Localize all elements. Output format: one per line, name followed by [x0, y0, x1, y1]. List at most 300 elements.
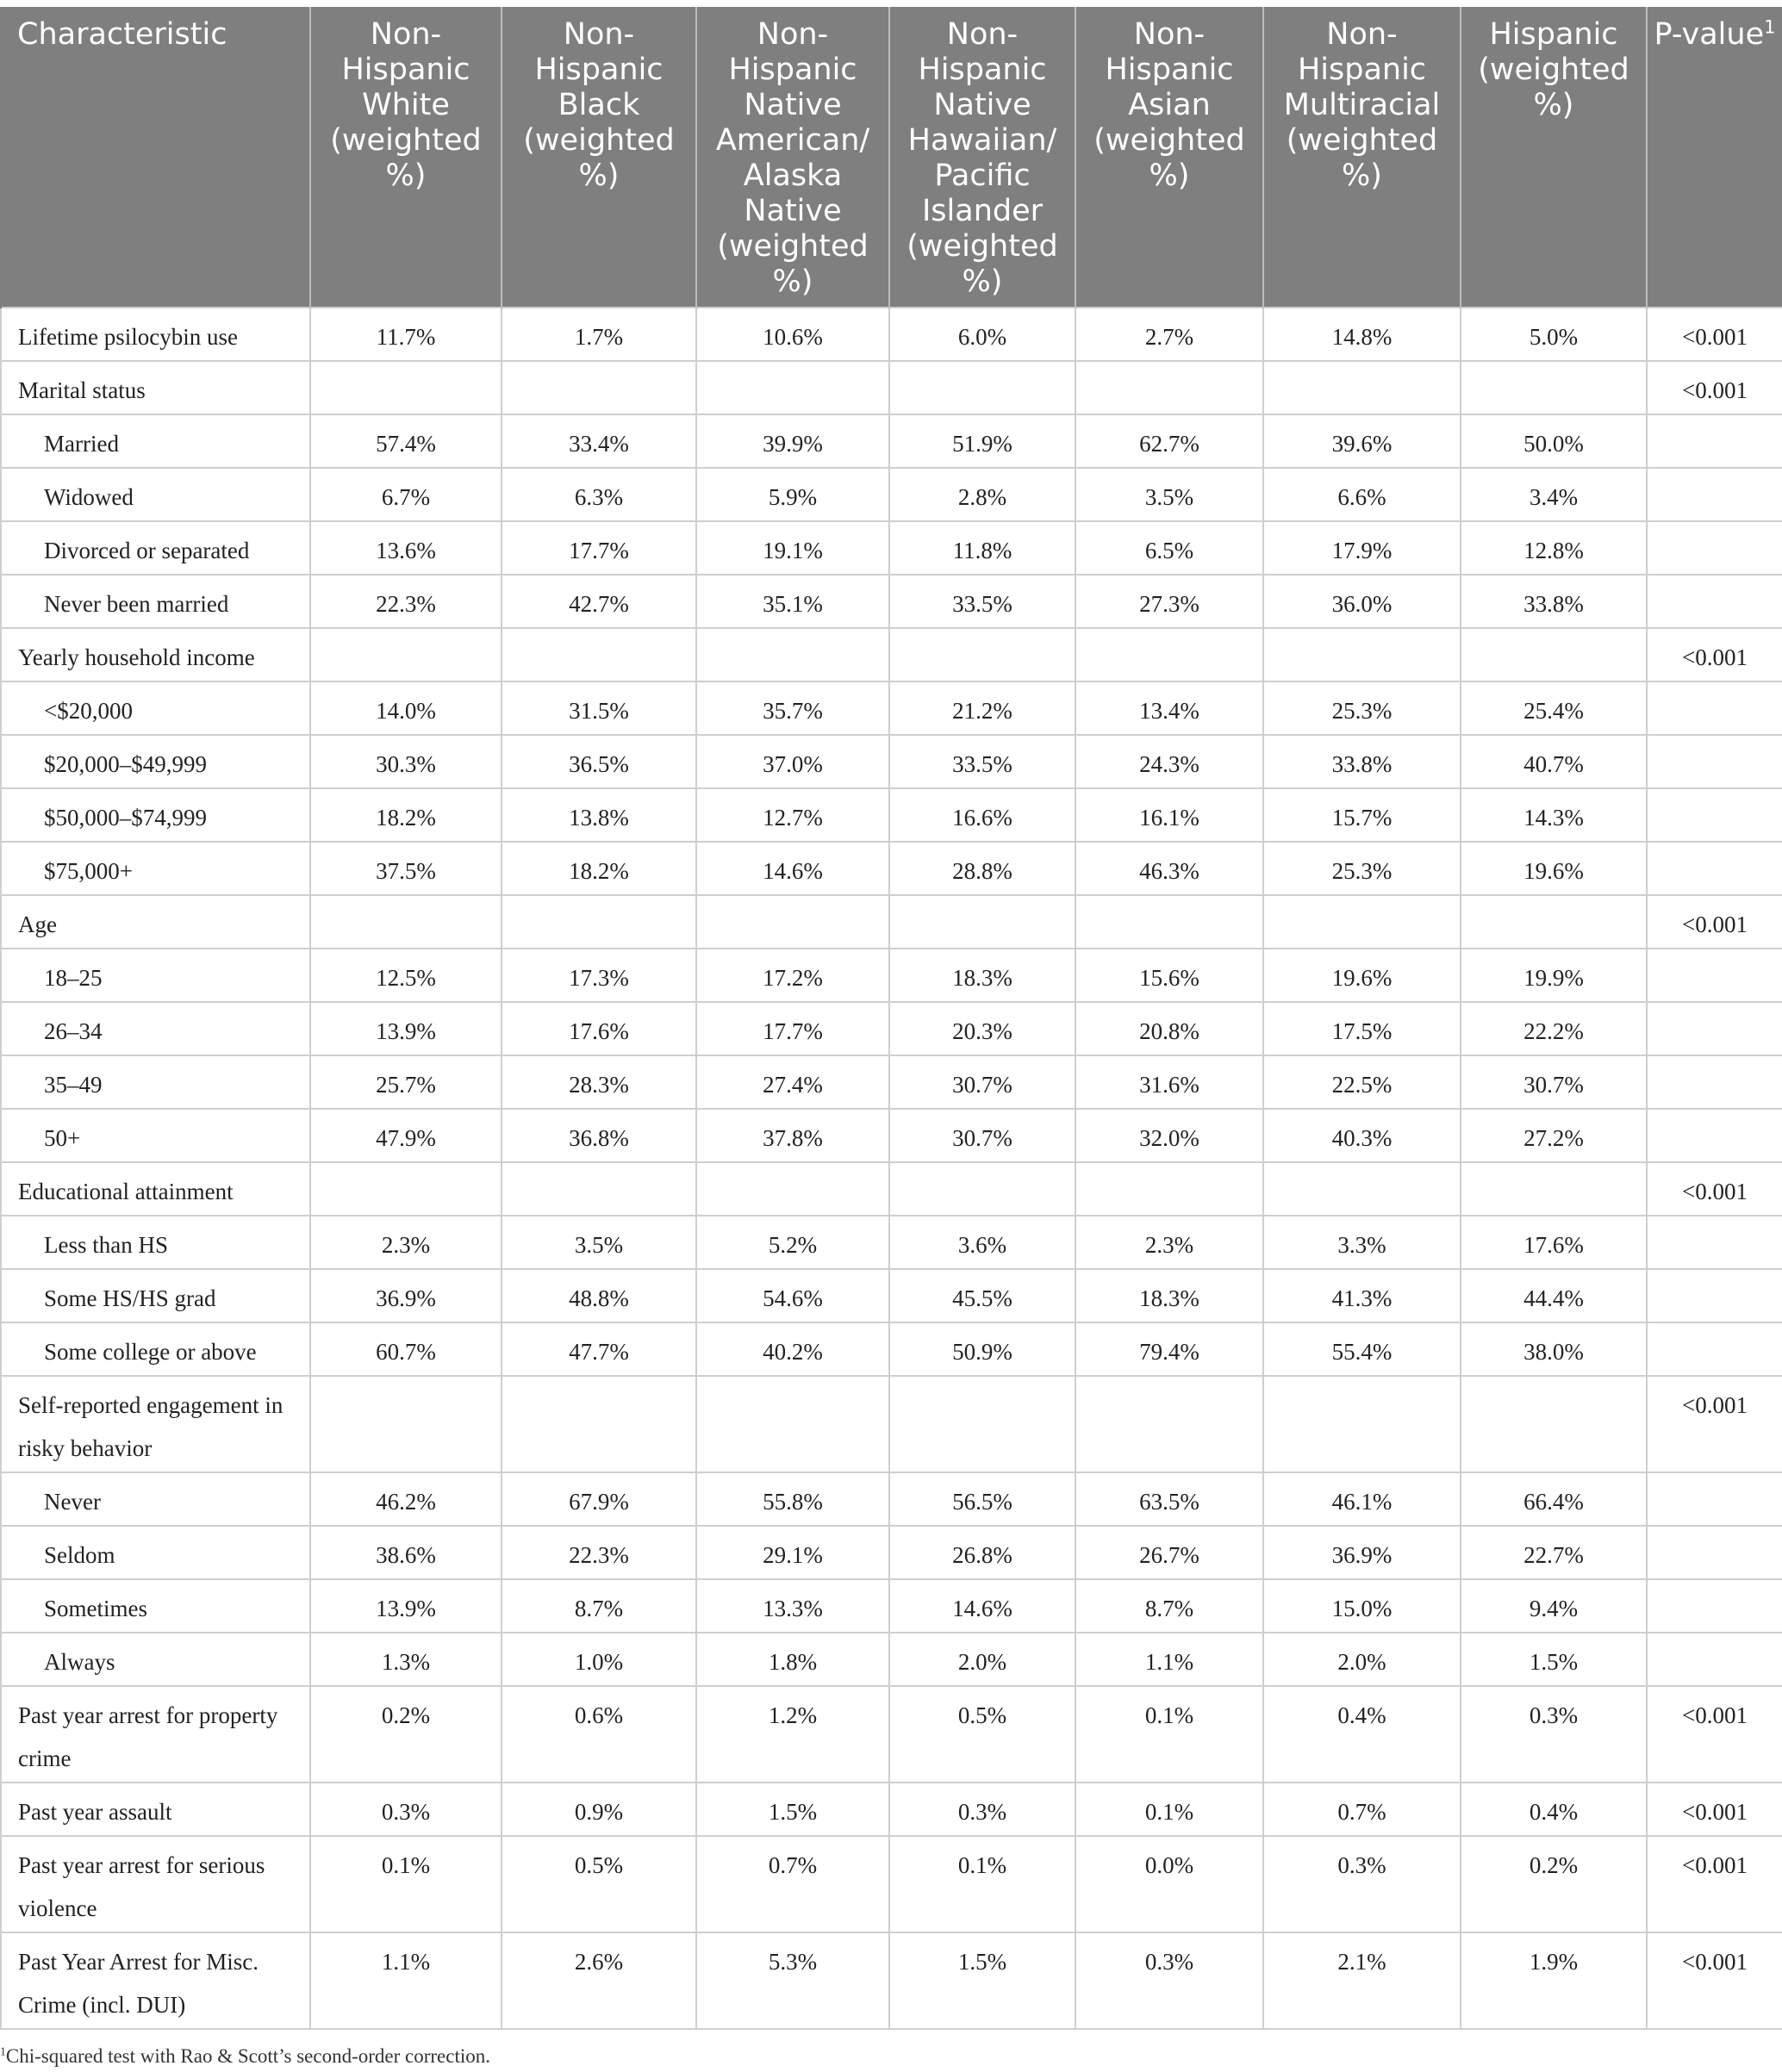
p-value-cell — [1647, 468, 1782, 521]
table-cell: 2.3% — [310, 1216, 502, 1269]
table-cell: 12.8% — [1461, 521, 1647, 575]
table-cell: 17.2% — [696, 949, 889, 1002]
table-cell: 0.5% — [502, 1836, 696, 1932]
footnote-marker: 1 — [0, 2044, 6, 2058]
table-cell: 36.9% — [310, 1269, 502, 1322]
p-value-cell — [1647, 575, 1782, 628]
table-row — [1, 1376, 1782, 1472]
table-cell: 13.4% — [1075, 681, 1263, 735]
table-cell: 19.6% — [1263, 949, 1461, 1002]
table-row — [1, 414, 1782, 468]
table-cell: 36.9% — [1263, 1526, 1461, 1579]
table-cell: 15.7% — [1263, 788, 1461, 842]
table-row — [1, 468, 1782, 521]
p-value-cell — [1647, 842, 1782, 895]
table-cell: 45.5% — [889, 1269, 1075, 1322]
p-value-cell: <0.001 — [1647, 1162, 1782, 1216]
table-cell: 35.1% — [696, 575, 889, 628]
table-cell: 1.5% — [889, 1932, 1075, 2029]
table-cell: 35.7% — [696, 681, 889, 735]
p-value-cell — [1647, 414, 1782, 468]
table-cell: 29.1% — [696, 1526, 889, 1579]
table-cell: 46.3% — [1075, 842, 1263, 895]
table-row — [1, 842, 1782, 895]
table-cell — [1461, 361, 1647, 414]
table-cell: 47.7% — [502, 1322, 696, 1376]
table-cell: 0.1% — [1075, 1783, 1263, 1836]
table-cell — [502, 628, 696, 681]
table-cell: 38.6% — [310, 1526, 502, 1579]
table-cell: 37.8% — [696, 1109, 889, 1162]
table-cell: 0.1% — [889, 1836, 1075, 1932]
table-cell: 46.2% — [310, 1472, 502, 1526]
row-label: Yearly household income — [1, 628, 310, 681]
table-cell: 30.7% — [889, 1109, 1075, 1162]
p-value-cell: <0.001 — [1647, 1836, 1782, 1932]
table-cell: 26.8% — [889, 1526, 1075, 1579]
table-cell: 0.4% — [1263, 1686, 1461, 1783]
table-cell: 30.7% — [1461, 1055, 1647, 1109]
table-row — [1, 788, 1782, 842]
table-cell: 41.3% — [1263, 1269, 1461, 1322]
table-cell: 14.0% — [310, 681, 502, 735]
table-row — [1, 1322, 1782, 1376]
row-sublabel: $75,000+ — [1, 842, 310, 895]
table-cell: 55.4% — [1263, 1322, 1461, 1376]
p-value-cell — [1647, 1322, 1782, 1376]
table-cell: 9.4% — [1461, 1579, 1647, 1633]
row-label: Marital status — [1, 361, 310, 414]
row-sublabel: Less than HS — [1, 1216, 310, 1269]
table-cell: 1.0% — [502, 1633, 696, 1686]
table-cell: 6.0% — [889, 308, 1075, 361]
table-cell: 0.9% — [502, 1783, 696, 1836]
table-cell: 0.0% — [1075, 1836, 1263, 1932]
table-cell — [1075, 1376, 1263, 1472]
table-cell: 19.9% — [1461, 949, 1647, 1002]
footnote — [0, 2044, 490, 2069]
table-cell: 15.6% — [1075, 949, 1263, 1002]
table-cell: 31.5% — [502, 681, 696, 735]
table-row — [1, 681, 1782, 735]
table-cell: 37.5% — [310, 842, 502, 895]
table-row — [1, 949, 1782, 1002]
table-cell: 3.6% — [889, 1216, 1075, 1269]
table-cell: 0.3% — [889, 1783, 1075, 1836]
table-row — [1, 521, 1782, 575]
row-sublabel: <$20,000 — [1, 681, 310, 735]
table-cell: 17.6% — [502, 1002, 696, 1055]
table-cell: 21.2% — [889, 681, 1075, 735]
p-value-cell — [1647, 949, 1782, 1002]
table-cell: 19.1% — [696, 521, 889, 575]
table-cell: 79.4% — [1075, 1322, 1263, 1376]
table-cell: 16.1% — [1075, 788, 1263, 842]
table-cell: 0.3% — [310, 1783, 502, 1836]
table-cell: 0.6% — [502, 1686, 696, 1783]
table-cell: 11.8% — [889, 521, 1075, 575]
table-cell: 14.8% — [1263, 308, 1461, 361]
row-sublabel: Never been married — [1, 575, 310, 628]
table-cell: 67.9% — [502, 1472, 696, 1526]
p-value-cell — [1647, 1109, 1782, 1162]
table-row — [1, 308, 1782, 361]
table-cell — [1075, 628, 1263, 681]
row-label: Past year assault — [1, 1783, 310, 1836]
p-value-cell — [1647, 735, 1782, 788]
row-sublabel: 26–34 — [1, 1002, 310, 1055]
table-cell: 2.0% — [889, 1633, 1075, 1686]
row-sublabel: Some college or above — [1, 1322, 310, 1376]
table-cell: 13.9% — [310, 1579, 502, 1633]
table-cell: 20.8% — [1075, 1002, 1263, 1055]
row-sublabel: Never — [1, 1472, 310, 1526]
header-white: Non-Hispanic White (weighted %) — [310, 7, 502, 308]
row-label: Past Year Arrest for Misc. Crime (incl. DUI) — [1, 1932, 310, 2029]
p-value-cell — [1647, 1633, 1782, 1686]
p-value-cell: <0.001 — [1647, 1376, 1782, 1472]
row-sublabel: $20,000–$49,999 — [1, 735, 310, 788]
row-sublabel: $50,000–$74,999 — [1, 788, 310, 842]
table-cell: 2.0% — [1263, 1633, 1461, 1686]
table-row — [1, 1579, 1782, 1633]
table-cell: 25.3% — [1263, 842, 1461, 895]
table-cell: 1.5% — [1461, 1633, 1647, 1686]
table-cell — [310, 1376, 502, 1472]
row-sublabel: Always — [1, 1633, 310, 1686]
table-cell: 13.9% — [310, 1002, 502, 1055]
table-cell: 0.3% — [1461, 1686, 1647, 1783]
p-value-cell: <0.001 — [1647, 1783, 1782, 1836]
header-p-value-label: P-value — [1654, 17, 1765, 52]
table-cell: 17.7% — [696, 1002, 889, 1055]
table-cell: 8.7% — [1075, 1579, 1263, 1633]
p-value-cell: <0.001 — [1647, 1932, 1782, 2029]
table-cell: 31.6% — [1075, 1055, 1263, 1109]
table-cell: 55.8% — [696, 1472, 889, 1526]
table-cell: 33.8% — [1263, 735, 1461, 788]
p-value-cell — [1647, 788, 1782, 842]
header-characteristic: Characteristic — [1, 7, 310, 308]
table-row — [1, 1109, 1782, 1162]
table-cell: 1.1% — [1075, 1633, 1263, 1686]
row-sublabel: Some HS/HS grad — [1, 1269, 310, 1322]
table-cell: 30.3% — [310, 735, 502, 788]
table-cell: 14.6% — [889, 1579, 1075, 1633]
table-cell: 2.8% — [889, 468, 1075, 521]
table-cell: 2.6% — [502, 1932, 696, 2029]
table-cell: 33.4% — [502, 414, 696, 468]
header-p-value — [1647, 7, 1782, 308]
table-row — [1, 1216, 1782, 1269]
table-cell: 5.3% — [696, 1932, 889, 2029]
table-cell: 18.3% — [1075, 1269, 1263, 1322]
table-cell: 17.6% — [1461, 1216, 1647, 1269]
p-value-cell — [1647, 1526, 1782, 1579]
table-cell: 22.3% — [310, 575, 502, 628]
table-cell: 1.1% — [310, 1932, 502, 2029]
table-cell — [502, 361, 696, 414]
table-cell: 1.3% — [310, 1633, 502, 1686]
table-cell: 13.3% — [696, 1579, 889, 1633]
p-value-cell: <0.001 — [1647, 1686, 1782, 1783]
table-cell: 16.6% — [889, 788, 1075, 842]
table-row — [1, 1783, 1782, 1836]
row-sublabel: Sometimes — [1, 1579, 310, 1633]
table-cell: 27.2% — [1461, 1109, 1647, 1162]
table-cell: 28.8% — [889, 842, 1075, 895]
table-cell: 0.2% — [1461, 1836, 1647, 1932]
table-cell: 39.9% — [696, 414, 889, 468]
table-cell: 36.8% — [502, 1109, 696, 1162]
table-cell: 5.0% — [1461, 308, 1647, 361]
table-cell: 1.8% — [696, 1633, 889, 1686]
table-row — [1, 895, 1782, 949]
row-label: Past year arrest for property crime — [1, 1686, 310, 1783]
table-cell: 46.1% — [1263, 1472, 1461, 1526]
p-value-cell: <0.001 — [1647, 308, 1782, 361]
row-label: Age — [1, 895, 310, 949]
table-cell: 5.2% — [696, 1216, 889, 1269]
table-cell: 54.6% — [696, 1269, 889, 1322]
table-cell — [889, 628, 1075, 681]
header-pacific-islander: Non-Hispanic Native Hawaiian/ Pacific Islander (weighted %) — [889, 7, 1075, 308]
table-cell — [310, 628, 502, 681]
row-sublabel: Widowed — [1, 468, 310, 521]
table-cell: 18.2% — [310, 788, 502, 842]
table-cell — [1263, 1376, 1461, 1472]
table-cell: 62.7% — [1075, 414, 1263, 468]
table-cell: 25.4% — [1461, 681, 1647, 735]
row-sublabel: Seldom — [1, 1526, 310, 1579]
table-cell: 14.6% — [696, 842, 889, 895]
table-row — [1, 1002, 1782, 1055]
table-cell: 26.7% — [1075, 1526, 1263, 1579]
table-cell: 28.3% — [502, 1055, 696, 1109]
table-cell: 0.2% — [310, 1686, 502, 1783]
header-asian: Non-Hispanic Asian (weighted %) — [1075, 7, 1263, 308]
table-cell: 22.7% — [1461, 1526, 1647, 1579]
table-cell: 0.1% — [1075, 1686, 1263, 1783]
table-cell — [1263, 895, 1461, 949]
table-cell: 3.5% — [1075, 468, 1263, 521]
table-cell — [696, 628, 889, 681]
table-cell: 1.2% — [696, 1686, 889, 1783]
table-cell: 18.2% — [502, 842, 696, 895]
table-cell — [1263, 361, 1461, 414]
table-cell — [1075, 1162, 1263, 1216]
table-cell: 2.1% — [1263, 1932, 1461, 2029]
table-cell: 57.4% — [310, 414, 502, 468]
table-cell: 20.3% — [889, 1002, 1075, 1055]
table-cell: 60.7% — [310, 1322, 502, 1376]
table-cell: 0.3% — [1263, 1836, 1461, 1932]
table-cell: 40.7% — [1461, 735, 1647, 788]
table-cell: 6.7% — [310, 468, 502, 521]
table-cell: 1.5% — [696, 1783, 889, 1836]
header-row — [1, 7, 1782, 308]
table-cell: 38.0% — [1461, 1322, 1647, 1376]
table-cell: 5.9% — [696, 468, 889, 521]
table-cell — [889, 361, 1075, 414]
table-cell — [696, 361, 889, 414]
table-cell — [1461, 628, 1647, 681]
p-value-cell: <0.001 — [1647, 361, 1782, 414]
table-cell: 33.8% — [1461, 575, 1647, 628]
table-cell: 1.7% — [502, 308, 696, 361]
table-row — [1, 361, 1782, 414]
table-row — [1, 1055, 1782, 1109]
row-label: Lifetime psilocybin use — [1, 308, 310, 361]
table-row — [1, 1686, 1782, 1783]
table-cell — [1263, 1162, 1461, 1216]
table-cell: 63.5% — [1075, 1472, 1263, 1526]
table-cell: 6.3% — [502, 468, 696, 521]
table-cell: 25.7% — [310, 1055, 502, 1109]
table-cell: 56.5% — [889, 1472, 1075, 1526]
p-value-cell: <0.001 — [1647, 895, 1782, 949]
table-cell: 27.3% — [1075, 575, 1263, 628]
table-cell: 37.0% — [696, 735, 889, 788]
table-cell — [1075, 361, 1263, 414]
table-cell: 36.5% — [502, 735, 696, 788]
table-cell — [310, 895, 502, 949]
table-cell: 19.6% — [1461, 842, 1647, 895]
table-cell — [1461, 1376, 1647, 1472]
p-value-cell — [1647, 1579, 1782, 1633]
table-cell: 0.7% — [696, 1836, 889, 1932]
table-cell — [696, 1376, 889, 1472]
row-sublabel: Married — [1, 414, 310, 468]
table-cell: 13.6% — [310, 521, 502, 575]
table-cell — [889, 895, 1075, 949]
table-cell: 0.3% — [1075, 1932, 1263, 2029]
table-cell: 6.6% — [1263, 468, 1461, 521]
table-row — [1, 628, 1782, 681]
table-cell: 18.3% — [889, 949, 1075, 1002]
p-value-cell — [1647, 1269, 1782, 1322]
table-cell: 30.7% — [889, 1055, 1075, 1109]
table-cell: 33.5% — [889, 575, 1075, 628]
table-cell: 22.3% — [502, 1526, 696, 1579]
table-cell: 0.7% — [1263, 1783, 1461, 1836]
table-cell: 13.8% — [502, 788, 696, 842]
table-cell: 42.7% — [502, 575, 696, 628]
table-cell: 1.9% — [1461, 1932, 1647, 2029]
table-cell — [502, 1162, 696, 1216]
table-row — [1, 1836, 1782, 1932]
table-cell — [502, 895, 696, 949]
table-cell: 11.7% — [310, 308, 502, 361]
table-row — [1, 735, 1782, 788]
header-hispanic: Hispanic (weighted %) — [1461, 7, 1647, 308]
table-cell: 2.7% — [1075, 308, 1263, 361]
p-value-cell — [1647, 1055, 1782, 1109]
header-black: Non-Hispanic Black (weighted %) — [502, 7, 696, 308]
table-cell: 15.0% — [1263, 1579, 1461, 1633]
table-cell: 24.3% — [1075, 735, 1263, 788]
table-cell: 8.7% — [502, 1579, 696, 1633]
table-cell: 39.6% — [1263, 414, 1461, 468]
table-cell — [1075, 895, 1263, 949]
p-value-cell — [1647, 521, 1782, 575]
table-cell: 50.0% — [1461, 414, 1647, 468]
header-multiracial: Non-Hispanic Multiracial (weighted %) — [1263, 7, 1461, 308]
footnote-text: Chi-squared test with Rao & Scott’s second-order correction. — [5, 2045, 490, 2067]
table-cell: 40.3% — [1263, 1109, 1461, 1162]
row-label: Self-reported engagement in risky behavior — [1, 1376, 310, 1472]
table-cell: 25.3% — [1263, 681, 1461, 735]
table-cell: 66.4% — [1461, 1472, 1647, 1526]
table-cell — [502, 1376, 696, 1472]
table-cell: 27.4% — [696, 1055, 889, 1109]
p-value-cell — [1647, 1216, 1782, 1269]
table-cell — [1263, 628, 1461, 681]
row-sublabel: 50+ — [1, 1109, 310, 1162]
table-cell: 0.4% — [1461, 1783, 1647, 1836]
table-cell: 40.2% — [696, 1322, 889, 1376]
header-native-american: Non-Hispanic Native American/ Alaska Native (weighted %) — [696, 7, 889, 308]
table-cell: 12.7% — [696, 788, 889, 842]
table-cell: 32.0% — [1075, 1109, 1263, 1162]
table-cell: 17.7% — [502, 521, 696, 575]
row-sublabel: 18–25 — [1, 949, 310, 1002]
table-row — [1, 1162, 1782, 1216]
table-cell: 17.5% — [1263, 1002, 1461, 1055]
table-cell: 10.6% — [696, 308, 889, 361]
table-row — [1, 575, 1782, 628]
table-cell: 17.9% — [1263, 521, 1461, 575]
p-value-cell — [1647, 1472, 1782, 1526]
table-cell: 50.9% — [889, 1322, 1075, 1376]
demographics-table — [0, 7, 1782, 2030]
p-value-cell — [1647, 1002, 1782, 1055]
table-cell: 36.0% — [1263, 575, 1461, 628]
table-row — [1, 1932, 1782, 2029]
table-cell: 17.3% — [502, 949, 696, 1002]
table-cell: 14.3% — [1461, 788, 1647, 842]
table-row — [1, 1269, 1782, 1322]
table-cell — [889, 1376, 1075, 1472]
table-cell: 3.4% — [1461, 468, 1647, 521]
row-label: Past year arrest for serious violence — [1, 1836, 310, 1932]
p-value-cell: <0.001 — [1647, 628, 1782, 681]
row-label: Educational attainment — [1, 1162, 310, 1216]
table-cell — [1461, 895, 1647, 949]
table-row — [1, 1526, 1782, 1579]
table-cell — [310, 361, 502, 414]
table-cell — [889, 1162, 1075, 1216]
table-cell: 0.1% — [310, 1836, 502, 1932]
table-cell — [310, 1162, 502, 1216]
table-cell — [1461, 1162, 1647, 1216]
table-body — [1, 308, 1782, 2029]
table-row — [1, 1633, 1782, 1686]
table-cell: 47.9% — [310, 1109, 502, 1162]
table-cell — [696, 1162, 889, 1216]
table-cell: 3.3% — [1263, 1216, 1461, 1269]
row-sublabel: 35–49 — [1, 1055, 310, 1109]
table-cell: 2.3% — [1075, 1216, 1263, 1269]
table-row — [1, 1472, 1782, 1526]
table-cell: 0.5% — [889, 1686, 1075, 1783]
p-value-cell — [1647, 681, 1782, 735]
table-cell: 22.2% — [1461, 1002, 1647, 1055]
table-cell: 3.5% — [502, 1216, 696, 1269]
table-cell: 33.5% — [889, 735, 1075, 788]
table-cell: 48.8% — [502, 1269, 696, 1322]
row-sublabel: Divorced or separated — [1, 521, 310, 575]
